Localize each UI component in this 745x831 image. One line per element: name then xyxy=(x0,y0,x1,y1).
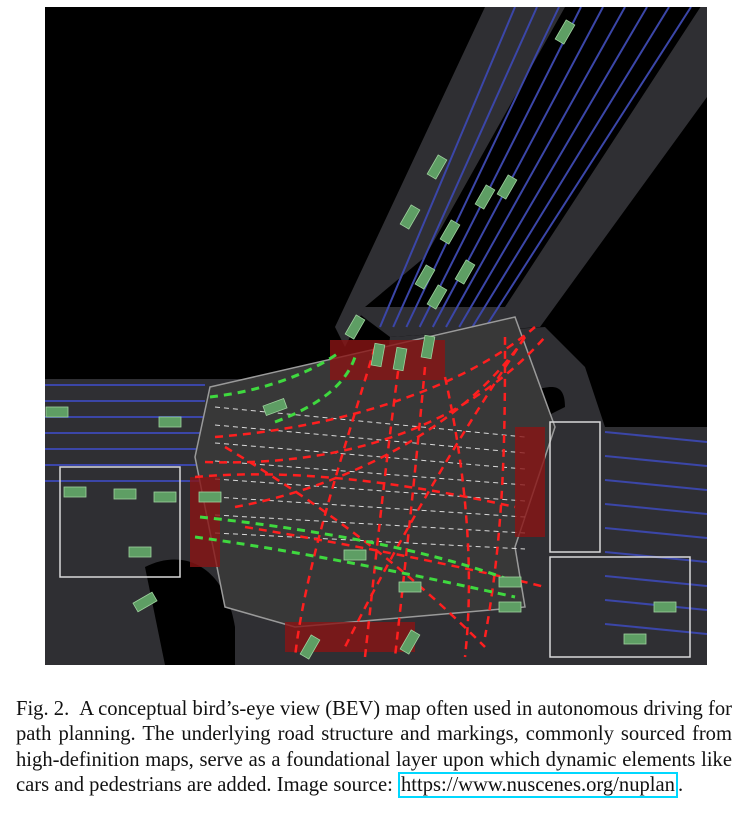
crosswalk-highlight xyxy=(190,477,220,567)
vehicle xyxy=(64,487,86,497)
vehicle xyxy=(624,634,646,644)
vehicle xyxy=(499,602,521,612)
vehicle xyxy=(399,582,421,592)
vehicle xyxy=(499,577,521,587)
caption-text: A conceptual bird’s-eye view (BEV) map often used in autonomous driving for path planning. The underlying road structure and markings, commonly sourced from high-definition maps, serve as a foundational layer upon which dynamic elements like cars and pedestrians are added. Image source: xyxy=(16,698,732,796)
crosswalk-highlight xyxy=(515,427,545,537)
vehicle xyxy=(114,489,136,499)
vehicle xyxy=(46,407,68,417)
vehicle xyxy=(159,417,181,427)
source-link[interactable]: https://www.nuscenes.org/nuplan xyxy=(398,772,678,798)
vehicle xyxy=(129,547,151,557)
vehicle xyxy=(344,550,366,560)
vehicle xyxy=(154,492,176,502)
caption-period: . xyxy=(677,773,684,796)
figure-caption xyxy=(16,697,732,798)
figure-label: Fig. 2. xyxy=(16,698,70,720)
vehicle xyxy=(654,602,676,612)
bev-map-figure xyxy=(45,7,707,665)
vehicle xyxy=(199,492,221,502)
